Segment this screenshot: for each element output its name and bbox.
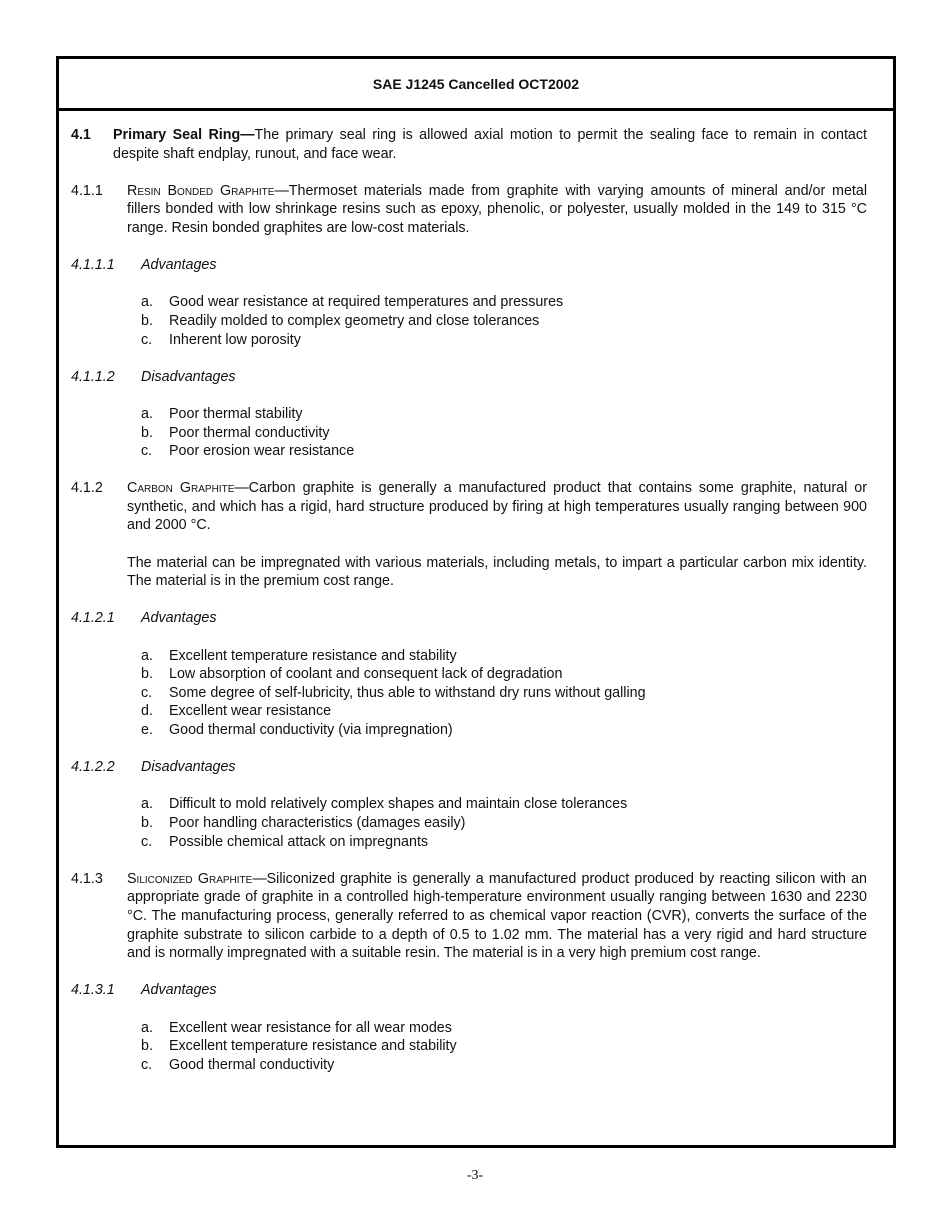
list-item [71,814,867,833]
list-letter: c. [141,443,153,460]
list-text: Low absorption of coolant and consequent lack of degradation [169,666,563,683]
list-text: Some degree of self-lubricity, thus able to withstand dry runs without galling [169,684,646,701]
list-item [71,312,867,331]
subsection-number: 4.1.2.1 [71,610,115,627]
section-4-1-2 [71,479,867,535]
list-item [71,665,867,684]
subsection-title: Advantages [141,610,217,627]
list-item [71,1019,867,1038]
list-text: Poor erosion wear resistance [169,443,355,460]
section-4-1-1 [71,182,867,238]
subsection-title: Disadvantages [141,759,236,776]
list-item [71,293,867,312]
disadvantages-list [71,405,867,461]
list-text: Poor thermal stability [169,405,303,422]
list-letter: c. [141,833,153,850]
list-text: Good thermal conductivity (via impregnation) [169,722,453,738]
section-number: 4.1.1 [71,182,103,199]
list-text: Possible chemical attack on impregnants [169,833,429,850]
document-header [59,59,893,111]
document-title: SAE J1245 Cancelled OCT2002 [372,76,580,93]
subsection-4-1-2-2 [71,758,867,777]
list-letter: b. [141,424,153,441]
list-item [71,331,867,350]
list-item [71,721,867,740]
subsection-number: 4.1.3.1 [71,982,115,999]
section-text: —Siliconized graphite is generally a manufactured product produced by reacting silicon with an appropriate grade of graphite in a controlled high-temperature environment usually ranging between 1630 and 2230 °C. The manufacturing process, generally referred to as chemical vapor reaction (CVR), converts the surface of the graphite substrate to silicon carbide to a depth of 0.5 to 1.02 mm. The material has a very rigid and hard structure and is normally impregnated with a suitable resin. The material is in a very high premium cost range. [127,870,867,962]
section-4-1 [71,126,867,163]
list-item [71,1037,867,1056]
list-text: Poor handling characteristics (damages easily) [169,814,466,831]
section-paragraph: The material can be impregnated with various materials, including metals, to impart a particular carbon mix identity. The material is in the premium cost range. [127,554,867,590]
subsection-title: Advantages [141,257,217,274]
section-text: —Carbon graphite is generally a manufactured product that contains some graphite, natural or synthetic, and which has a rigid, hard structure produced by firing at high temperatures usually ranging between 900 and 2000 °C. [127,480,867,534]
list-letter: b. [141,312,153,329]
list-text: Poor thermal conductivity [169,424,330,441]
list-text: Readily molded to complex geometry and close tolerances [169,312,540,329]
list-letter: c. [141,1056,153,1073]
section-title: Carbon Graphite [127,480,235,497]
subsection-number: 4.1.1.2 [71,368,115,385]
list-text: Excellent wear resistance [169,703,332,720]
list-item [71,795,867,814]
section-title: Resin Bonded Graphite [127,182,275,199]
list-letter: c. [141,684,153,701]
subsection-title: Disadvantages [141,368,236,385]
list-letter: a. [141,294,153,311]
list-text: Excellent wear resistance for all wear modes [169,1019,452,1036]
list-item [71,424,867,443]
subsection-4-1-1-2 [71,368,867,387]
page-number: -3- [466,1168,484,1183]
list-text: Excellent temperature resistance and stability [169,1038,457,1055]
list-letter: d. [141,703,153,720]
list-letter: a. [141,647,153,664]
disadvantages-list [71,795,867,851]
list-letter: b. [141,814,153,831]
document-frame [56,56,896,1148]
section-number: 4.1.3 [71,870,103,887]
list-item [71,442,867,461]
advantages-list [71,293,867,349]
list-text: Good wear resistance at required temperatures and pressures [169,294,564,311]
advantages-list [71,647,867,740]
list-letter: a. [141,1019,153,1036]
list-item [71,702,867,721]
list-letter: b. [141,666,153,683]
list-item [71,1056,867,1075]
subsection-number: 4.1.1.1 [71,257,115,274]
document-body [71,126,867,1093]
section-text: The primary seal ring is allowed axial motion to permit the sealing face to remain in contact despite shaft endplay, runout, and face wear. [113,127,867,162]
list-text: Difficult to mold relatively complex shapes and maintain close tolerances [169,796,628,813]
list-text: Inherent low porosity [169,331,301,348]
list-letter: a. [141,796,153,813]
list-letter: e. [141,722,153,738]
subsection-4-1-2-1 [71,609,867,628]
list-item [71,833,867,852]
section-4-1-3 [71,870,867,963]
section-text: —Thermoset materials made from graphite with varying amounts of mineral and/or metal fillers bonded with low shrinkage resins such as epoxy, phenolic, or polyester, usually molded in the 149 to 315 °C range. Resin bonded graphites are low-cost materials. [127,182,867,236]
list-text: Good thermal conductivity [169,1056,335,1073]
list-letter: a. [141,405,153,422]
subsection-4-1-3-1 [71,981,867,1000]
list-item [71,684,867,703]
list-letter: c. [141,331,153,348]
section-number: 4.1 [71,127,91,143]
advantages-list [71,1019,867,1075]
subsection-number: 4.1.2.2 [71,759,115,776]
section-title: Primary Seal Ring— [113,127,255,143]
list-text: Excellent temperature resistance and stability [169,647,457,664]
list-item [71,405,867,424]
list-letter: b. [141,1038,153,1055]
section-number: 4.1.2 [71,480,103,497]
list-item [71,647,867,666]
subsection-title: Advantages [141,982,217,999]
subsection-4-1-1-1 [71,256,867,275]
section-title: Siliconized Graphite [127,870,253,887]
